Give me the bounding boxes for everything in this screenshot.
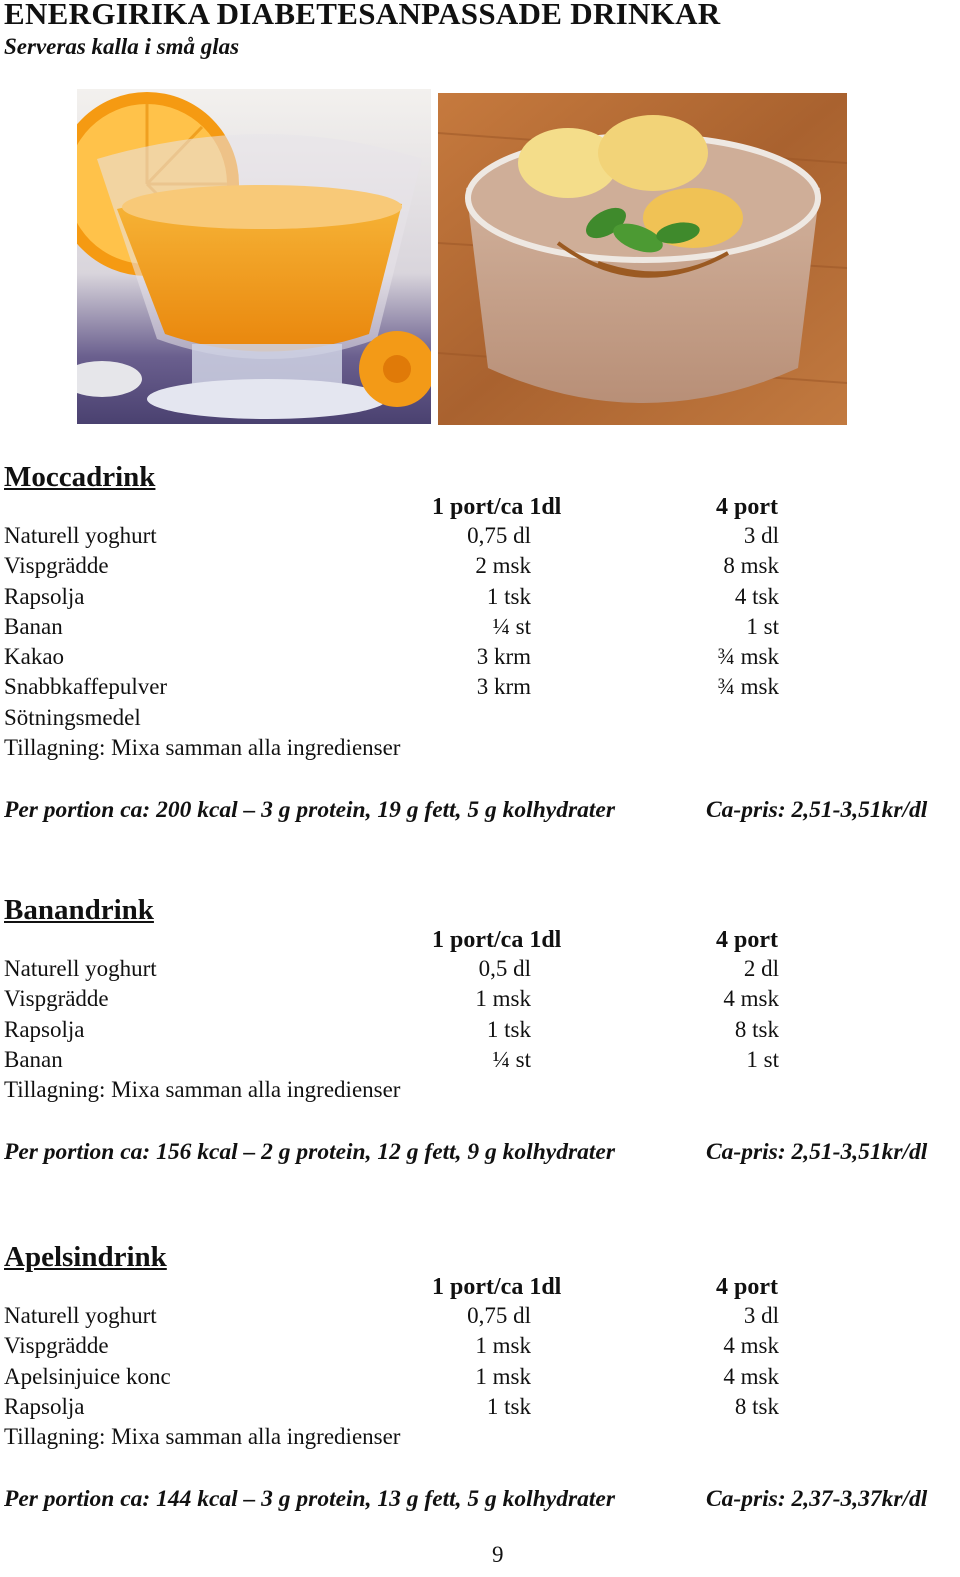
amount-1-portion: 3 krm xyxy=(476,674,531,700)
ingredient-name: Rapsolja xyxy=(4,1016,85,1042)
amount-4-portions: ¾ msk xyxy=(717,644,779,670)
amount-4-portions: 4 msk xyxy=(723,1333,779,1359)
amount-1-portion: 1 tsk xyxy=(486,1393,531,1419)
nutrition-summary: Per portion ca: 200 kcal – 3 g protein, 19 g fett, 5 g kolhydrater xyxy=(4,797,615,823)
ingredient-name: Naturell yoghurt xyxy=(4,956,157,981)
amount-4-portions: 4 msk xyxy=(723,1363,779,1389)
ingredient-row xyxy=(0,1017,960,1047)
ingredient-name: Rapsolja xyxy=(4,583,85,609)
column-header-4-portions: 4 port xyxy=(716,1274,778,1300)
mocca-drink-photo xyxy=(438,93,847,425)
column-header-1-portion: 1 port/ca 1dl xyxy=(432,494,562,520)
preparation-text: Tillagning: Mixa samman alla ingredienser xyxy=(4,1077,401,1103)
amount-4-portions: 1 st xyxy=(746,1046,779,1072)
ingredient-row xyxy=(0,584,960,614)
column-header-1-portion: 1 port/ca 1dl xyxy=(432,1274,562,1300)
ingredient-row xyxy=(0,523,960,553)
amount-4-portions: 2 dl xyxy=(743,956,779,981)
amount-4-portions: 4 tsk xyxy=(734,583,779,609)
ingredient-name: Vispgrädde xyxy=(4,1333,109,1359)
recipe-title: Moccadrink xyxy=(4,461,156,493)
price-label: Ca-pris: 2,37-3,37kr/dl xyxy=(706,1486,928,1512)
amount-1-portion: 3 krm xyxy=(476,644,531,670)
amount-1-portion: 1 msk xyxy=(475,1363,531,1389)
price-label: Ca-pris: 2,51-3,51kr/dl xyxy=(706,1139,928,1165)
ingredient-name: Vispgrädde xyxy=(4,553,109,579)
amount-4-portions: 3 dl xyxy=(743,1303,779,1328)
ingredient-name: Vispgrädde xyxy=(4,986,109,1012)
amount-4-portions: 1 st xyxy=(746,613,779,639)
amount-1-portion: 0,5 dl xyxy=(478,956,531,981)
preparation-text: Tillagning: Mixa samman alla ingredienser xyxy=(4,1424,401,1450)
amount-1-portion: 1 tsk xyxy=(486,583,531,609)
amount-4-portions: 8 tsk xyxy=(734,1016,779,1042)
recipe-title: Banandrink xyxy=(4,894,154,926)
amount-4-portions: 8 msk xyxy=(723,553,779,579)
ingredient-row xyxy=(0,1303,960,1333)
amount-4-portions: 4 msk xyxy=(723,986,779,1012)
amount-4-portions: ¾ msk xyxy=(717,674,779,700)
orange-drink-photo xyxy=(77,89,431,424)
ingredient-name: Apelsinjuice konc xyxy=(4,1363,171,1389)
preparation-text: Tillagning: Mixa samman alla ingredienser xyxy=(4,735,401,761)
amount-1-portion: 1 msk xyxy=(475,986,531,1012)
ingredient-name: Banan xyxy=(4,1046,63,1072)
ingredient-row xyxy=(0,1047,960,1077)
amount-1-portion: 1 tsk xyxy=(486,1016,531,1042)
ingredient-row xyxy=(0,705,960,735)
ingredient-row xyxy=(0,956,960,986)
recipe-title: Apelsindrink xyxy=(4,1241,167,1273)
ingredient-row xyxy=(0,674,960,704)
ingredient-row xyxy=(0,644,960,674)
nutrition-summary: Per portion ca: 144 kcal – 3 g protein, 13 g fett, 5 g kolhydrater xyxy=(4,1486,615,1512)
ingredient-name: Rapsolja xyxy=(4,1393,85,1419)
ingredient-row xyxy=(0,1364,960,1394)
price-label: Ca-pris: 2,51-3,51kr/dl xyxy=(706,797,928,823)
amount-1-portion: 2 msk xyxy=(475,553,531,579)
amount-1-portion: ¼ st xyxy=(492,613,531,639)
page-number: 9 xyxy=(492,1542,504,1567)
amount-4-portions: 3 dl xyxy=(743,523,779,548)
ingredient-name: Naturell yoghurt xyxy=(4,523,157,548)
column-header-1-portion: 1 port/ca 1dl xyxy=(432,927,562,953)
amount-1-portion: 0,75 dl xyxy=(467,1303,531,1328)
ingredient-name: Snabbkaffepulver xyxy=(4,674,168,700)
ingredient-row xyxy=(0,986,960,1016)
ingredient-row xyxy=(0,553,960,583)
amount-1-portion: 1 msk xyxy=(475,1333,531,1359)
ingredient-name: Banan xyxy=(4,613,63,639)
nutrition-summary: Per portion ca: 156 kcal – 2 g protein, 12 g fett, 9 g kolhydrater xyxy=(4,1139,615,1165)
amount-1-portion: 0,75 dl xyxy=(467,523,531,548)
ingredient-name: Sötningsmedel xyxy=(4,704,141,730)
ingredient-name: Kakao xyxy=(4,644,65,670)
amount-4-portions: 8 tsk xyxy=(734,1393,779,1419)
ingredient-row xyxy=(0,1394,960,1424)
page-subtitle: Serveras kalla i små glas xyxy=(4,34,240,59)
ingredient-name: Naturell yoghurt xyxy=(4,1303,157,1328)
page-title: ENERGIRIKA DIABETESANPASSADE DRINKAR xyxy=(4,0,721,31)
ingredient-row xyxy=(0,614,960,644)
column-header-4-portions: 4 port xyxy=(716,927,778,953)
amount-1-portion: ¼ st xyxy=(492,1046,531,1072)
column-header-4-portions: 4 port xyxy=(716,494,778,520)
ingredient-row xyxy=(0,1333,960,1363)
